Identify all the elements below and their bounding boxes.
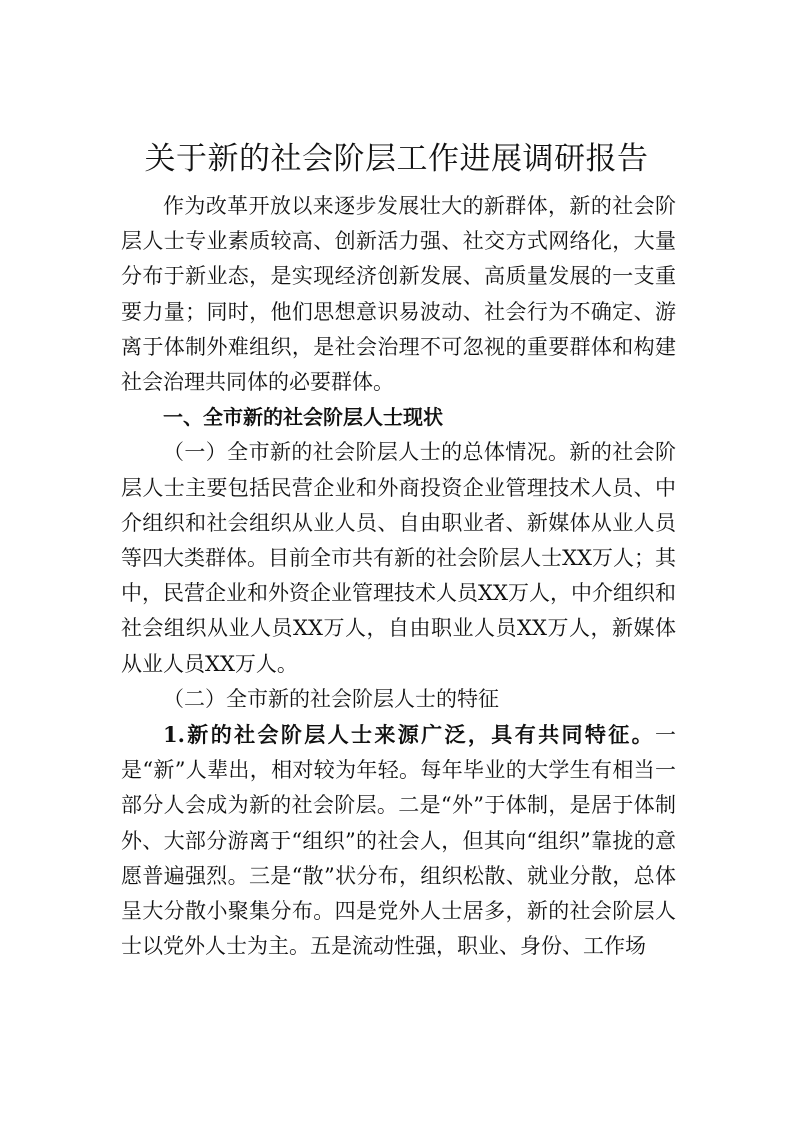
- subsection-overview-paragraph: （一）全市新的社会阶层人士的总体情况。新的社会阶层人士主要包括民营企业和外商投资企业管理技术人员、中介组织和社会组织从业人员、自由职业者、新媒体从业人员等四大类群体。目前全市共有新的社会阶层人士XX万人；其中，民营企业和外资企业管理技术人员XX万人，中介组织和社会组织从业人员XX万人，自由职业人员XX万人，新媒体从业人员XX万人。: [121, 440, 676, 676]
- point-text: 一是“新”人辈出，相对较为年轻。每年毕业的大学生有相当一部分人会成为新的社会阶层。二是“外”于体制，是居于体制外、大部分游离于“组织”的社会人，但其向“组织”靠拢的意愿普遍强烈。三是“散”状分布，组织松散、就业分散，总体呈大分散小聚集分布。四是党外人士居多，新的社会阶层人士以党外人士为主。五是流动性强，职业、身份、工作场: [121, 723, 676, 959]
- document-title: 关于新的社会阶层工作进展调研报告: [144, 141, 649, 177]
- point-lead: 1.新的社会阶层人士来源广泛，具有共同特征。: [163, 722, 655, 748]
- document-body: [121, 189, 676, 964]
- section-heading: 一、全市新的社会阶层人士现状: [163, 405, 443, 430]
- intro-paragraph: 作为改革开放以来逐步发展壮大的新群体，新的社会阶层人士专业素质较高、创新活力强、社交方式网络化，大量分布于新业态，是实现经济创新发展、高质量发展的一支重要力量；同时，他们思想意识易波动、社会行为不确定、游离于体制外难组织，是社会治理不可忽视的重要群体和构建社会治理共同体的必要群体。: [121, 194, 676, 395]
- point-paragraph: [121, 717, 676, 964]
- subsection-features-heading: （二）全市新的社会阶层人士的特征: [163, 686, 499, 711]
